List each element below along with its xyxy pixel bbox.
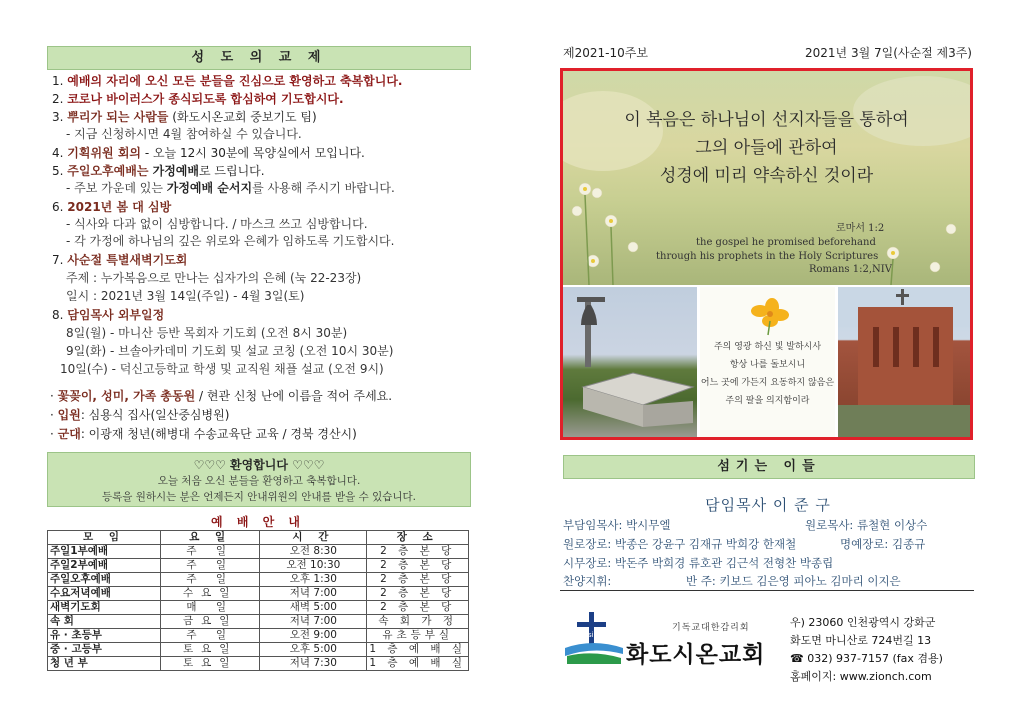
service-day: 주 일: [161, 629, 260, 643]
notice-item-7: 7. 사순절 특별새벽기도회: [52, 253, 188, 267]
service-name: 유 · 초등부: [48, 629, 161, 643]
service-time: 저녁 7:30: [260, 657, 367, 671]
table-row: [48, 573, 469, 587]
notice-item-8-sub2: 9일(화) - 브솔아카데미 기도회 및 설교 코칭 (오전 10시 30분): [66, 344, 394, 358]
service-day: 토요일: [161, 643, 260, 657]
table-row: [48, 657, 469, 671]
bullet-military: · 군대: 이광재 청년(해병대 수송교육단 교육 / 경북 경산시): [50, 427, 357, 441]
photo-collage: [560, 68, 973, 440]
service-day: 주 일: [161, 545, 260, 559]
table-header-row: [48, 531, 469, 545]
service-day: 주 일: [161, 559, 260, 573]
notice-item-8-sub3: 10일(수) - 덕신고등학교 학생 및 교직원 채플 설교 (오전 9시): [60, 362, 384, 376]
verse-english-ref: Romans 1:2,NIV: [809, 264, 892, 275]
service-time: 오후 5:00: [260, 643, 367, 657]
notice-item-5-sub: - 주보 가운데 있는 가정예배 순서지를 사용해 주시기 바랍니다.: [66, 181, 395, 195]
service-day: 수요일: [161, 587, 260, 601]
service-time: 저녁 7:00: [260, 615, 367, 629]
table-row: [48, 545, 469, 559]
header-cell: 모 임: [48, 531, 161, 545]
welcome-line-2: 등록을 원하시는 분은 언제든지 안내위원의 안내를 받을 수 있습니다.: [101, 491, 417, 503]
service-day: 금요일: [161, 615, 260, 629]
service-name: 중 · 고등부: [48, 643, 161, 657]
bell-tower-photo: [563, 287, 697, 437]
church-building-illustration: [838, 287, 970, 437]
service-place: 2 층 본 당: [367, 545, 469, 559]
notice-item-4: 4. 기획위원 회의 - 오늘 12시 30분에 목양실에서 모입니다.: [52, 146, 365, 160]
notice-item-6-sub2: - 각 가정에 하나님의 깊은 위로와 은혜가 임하도록 기도합시다.: [66, 234, 395, 248]
table-row: [48, 643, 469, 657]
verse-english-2: through his prophets in the Holy Scriptures: [656, 251, 879, 262]
worship-guide-table: [47, 530, 469, 671]
notice-item-6: 6. 2021년 봄 대 심방: [52, 200, 172, 214]
denomination: 기독교대한감리회: [672, 623, 750, 633]
people-section-title: 섬기는 이들: [563, 455, 975, 479]
notice-item-2: 2. 코로나 바이러스가 종식되도록 합심하여 기도합시다.: [52, 92, 344, 106]
bullet-flowers: · 꽃꽂이, 성미, 가족 총동원 / 현관 신청 난에 이름을 적어 주세요.: [50, 389, 393, 403]
service-day: 매 일: [161, 601, 260, 615]
service-name: 새벽기도회: [48, 601, 161, 615]
bell-monument-illustration: [563, 287, 697, 437]
issue-date: 2021년 3월 7일(사순절 제3주): [805, 46, 972, 60]
since-label: since 1905: [588, 631, 627, 639]
verse-line-2: 그의 아들에 관하여: [695, 138, 838, 158]
service-name: 속 회: [48, 615, 161, 629]
notice-item-8: 8. 담임목사 외부일정: [52, 308, 165, 322]
service-time: 오전 9:00: [260, 629, 367, 643]
active-elders: 시무장로: 박돈주 박희경 류호관 김근석 전형찬 박종립: [563, 556, 834, 570]
service-place: 1 층 예 배 실: [367, 643, 469, 657]
associate-pastor: 부담임목사: 박시무엘: [563, 518, 671, 532]
service-place: 2 층 본 당: [367, 559, 469, 573]
divider: [560, 590, 974, 591]
table-row: [48, 629, 469, 643]
yellow-flower-icon: [700, 287, 835, 347]
service-name: 주일오후예배: [48, 573, 161, 587]
notice-item-3: 3. 뿌리가 되는 사람들 (화도시온교회 중보기도 팀): [52, 110, 317, 124]
church-building-photo: [838, 287, 970, 437]
table-row: [48, 601, 469, 615]
header-cell: 시 간: [260, 531, 367, 545]
verse-english-1: the gospel he promised beforehand: [696, 237, 876, 248]
head-pastor: 담임목사 이 준 구: [705, 496, 831, 514]
service-name: 주일2부예배: [48, 559, 161, 573]
card-line-4: 주의 팔을 의지함이라: [725, 396, 810, 406]
service-place: 2 층 본 당: [367, 573, 469, 587]
notice-item-3-sub: - 지금 신청하시면 4월 참여하실 수 있습니다.: [66, 127, 302, 141]
service-time: 오후 1:30: [260, 573, 367, 587]
service-day: 토요일: [161, 657, 260, 671]
welcome-title: ♡♡♡ 환영합니다 ♡♡♡: [193, 458, 325, 472]
verse-reference: 로마서 1:2: [836, 223, 885, 234]
service-name: 청 년 부: [48, 657, 161, 671]
table-row: [48, 587, 469, 601]
service-place: 유초등부실: [367, 629, 469, 643]
service-day: 주 일: [161, 573, 260, 587]
homepage-link[interactable]: 홈페이지: www.zionch.com: [790, 670, 932, 683]
service-time: 저녁 7:00: [260, 587, 367, 601]
service-place: 2 층 본 당: [367, 587, 469, 601]
welcome-line-1: 오늘 처음 오신 분들을 환영하고 축복합니다.: [157, 475, 361, 487]
service-place: 속 회 가 정: [367, 615, 469, 629]
fellowship-section-title: 성 도 의 교 제: [47, 46, 471, 70]
notice-item-7-sub1: 주제 : 누가복음으로 만나는 십자가의 은혜 (눅 22-23장): [66, 271, 362, 285]
service-name: 주일1부예배: [48, 545, 161, 559]
table-row: [48, 615, 469, 629]
notice-item-8-sub1: 8일(월) - 마니산 등반 목회자 기도회 (오전 8시 30분): [66, 326, 348, 340]
service-name: 수요저녁예배: [48, 587, 161, 601]
card-line-2: 항상 나를 돌보시니: [729, 360, 806, 370]
address-line-1: 우) 23060 인천광역시 강화군: [790, 616, 936, 629]
bullet-hospital: · 입원: 심용식 집사(일산중심병원): [50, 408, 230, 422]
notice-item-6-sub1: - 식사와 다과 없이 심방합니다. / 마스크 쓰고 심방합니다.: [66, 217, 368, 231]
verse-line-1: 이 복음은 하나님이 선지자들을 통하여: [624, 110, 909, 130]
verse-line-3: 성경에 미리 약속하신 것이라: [659, 166, 874, 186]
welcome-box: [47, 452, 471, 507]
table-row: [48, 559, 469, 573]
header-cell: 장 소: [367, 531, 469, 545]
notice-item-1: 1. 예배의 자리에 오신 모든 분들을 진심으로 환영하고 축복합니다.: [52, 74, 403, 88]
service-time: 오전 8:30: [260, 545, 367, 559]
service-place: 1 층 예 배 실: [367, 657, 469, 671]
hymn-card: [700, 287, 835, 437]
worship-guide-title: 예 배 안 내: [211, 515, 305, 529]
service-place: 2 층 본 당: [367, 601, 469, 615]
honorary-elder: 명예장로: 김종규: [840, 537, 926, 551]
service-time: 오전 10:30: [260, 559, 367, 573]
notice-item-7-sub2: 일시 : 2021년 3월 14일(주일) - 4월 3일(토): [66, 289, 305, 303]
service-time: 새벽 5:00: [260, 601, 367, 615]
scripture-banner: [563, 71, 970, 285]
header-cell: 요 일: [161, 531, 260, 545]
card-line-1: 주의 영광 하신 빛 발하시사: [713, 342, 822, 352]
address-line-2: 화도면 마니산로 724번길 13: [790, 634, 932, 647]
elder-pastors: 원로목사: 류철현 이상수: [805, 518, 928, 532]
accompanists: 반 주: 키보드 김은영 피아노 김마리 이지은: [686, 574, 901, 588]
phone-number: ☎ 032) 937-7157 (fax 겸용): [790, 652, 943, 665]
choir-leader: 찬양지휘:: [563, 574, 612, 588]
retired-elders: 원로장로: 박종은 강윤구 김재규 박희강 한재철: [563, 537, 797, 551]
church-name: 화도시온교회: [626, 642, 766, 668]
notice-item-5: 5. 주일오후예배는 가정예배로 드립니다.: [52, 164, 265, 178]
card-line-3: 어느 곳에 가든지 요동하지 않음은: [700, 378, 835, 388]
issue-number: 제2021-10주보: [563, 46, 648, 60]
